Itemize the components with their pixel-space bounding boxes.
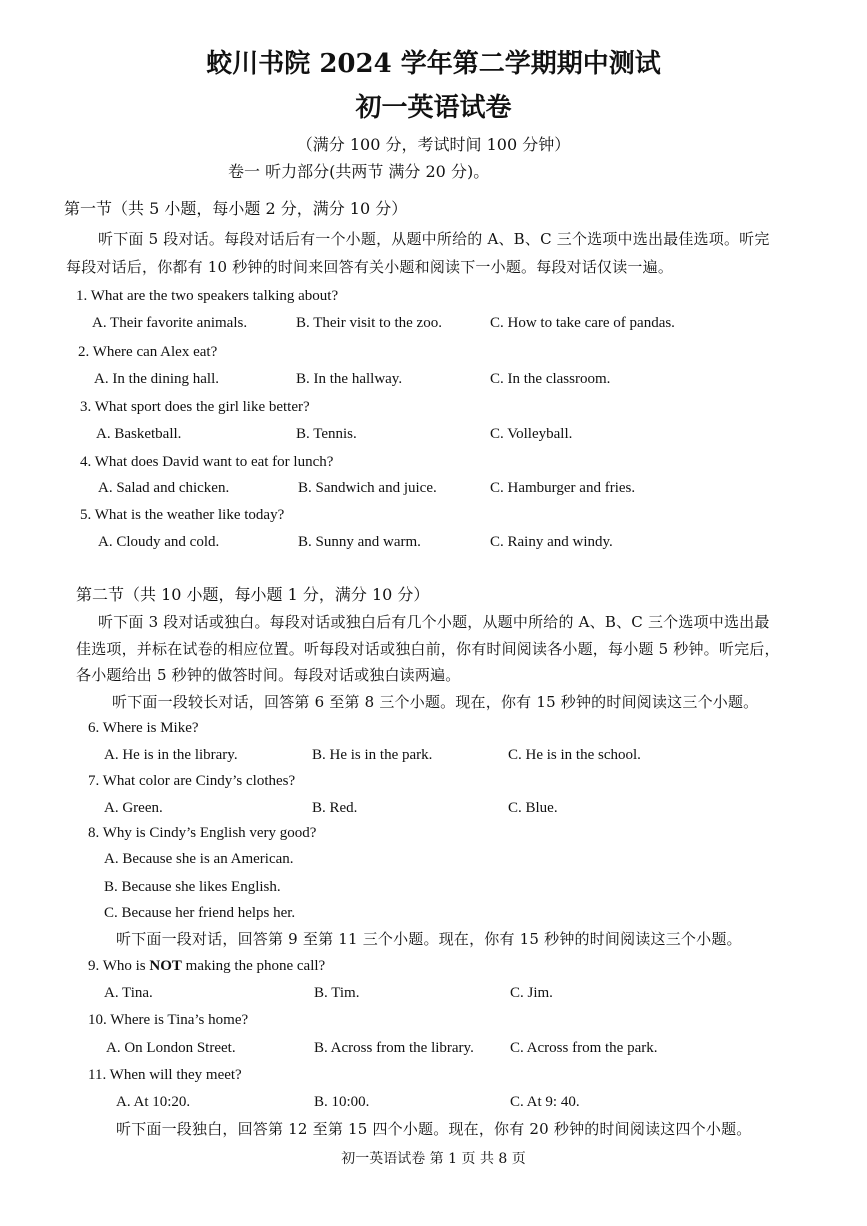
question-2-option-b: B. In the hallway. <box>296 371 403 387</box>
section1-instruction-line2: 每段对话后，你都有 10 秒钟的时间来回答有关小题和阅读下一小题。每段对话仅读一遍。 <box>66 258 674 276</box>
question-10: 10. Where is Tina’s home? <box>88 1012 249 1028</box>
question-9-emphasis: NOT <box>149 958 182 974</box>
question-9-suffix: making the phone call? <box>181 958 326 974</box>
question-3-option-c: C. Volleyball. <box>490 426 573 442</box>
question-5-option-c: C. Rainy and windy. <box>490 534 613 550</box>
exam-title: 蛟川书院 2024 学年第二学期期中测试 <box>206 49 661 79</box>
question-4-option-c: C. Hamburger and fries. <box>490 480 636 496</box>
question-1-option-b: B. Their visit to the zoo. <box>296 315 442 331</box>
question-11-option-c: C. At 9: 40. <box>510 1094 580 1110</box>
question-10-option-c: C. Across from the park. <box>510 1040 658 1056</box>
question-6: 6. Where is Mike? <box>88 720 199 736</box>
question-3: 3. What sport does the girl like better? <box>80 399 310 415</box>
question-7-option-b: B. Red. <box>312 800 358 816</box>
question-1-option-a: A. Their favorite animals. <box>92 315 248 331</box>
question-2: 2. Where can Alex eat? <box>78 344 218 360</box>
question-11: 11. When will they meet? <box>88 1067 242 1083</box>
volume-heading: 卷一 听力部分(共两节 满分 20 分)。 <box>228 162 490 181</box>
question-9-option-c: C. Jim. <box>510 985 553 1001</box>
exam-note: （满分 100 分，考试时间 100 分钟） <box>296 135 571 154</box>
question-9-prefix: 9. Who is <box>88 958 150 974</box>
question-8-option-c: C. Because her friend helps her. <box>104 905 296 921</box>
section1-instruction-line1: 听下面 5 段对话。每段对话后有一个小题，从题中所给的 A、B、C 三个选项中选出最佳选项。听完 <box>98 230 770 248</box>
question-11-option-a: A. At 10:20. <box>116 1094 191 1110</box>
question-9-option-b: B. Tim. <box>314 985 360 1001</box>
question-4-option-b: B. Sandwich and juice. <box>298 480 437 496</box>
question-8-option-b: B. Because she likes English. <box>104 879 281 895</box>
question-5-option-b: B. Sunny and warm. <box>298 534 421 550</box>
section2-instruction-line1: 听下面 3 段对话或独白。每段对话或独白后有几个小题，从题中所给的 A、B、C 三个选项中选出最 <box>98 613 770 631</box>
question-2-option-a: A. In the dining hall. <box>94 371 219 387</box>
question-10-option-b: B. Across from the library. <box>314 1040 474 1056</box>
question-10-option-a: A. On London Street. <box>106 1040 236 1056</box>
question-6-option-c: C. He is in the school. <box>508 747 641 763</box>
question-1-option-c: C. How to take care of pandas. <box>490 315 675 331</box>
page-footer: 初一英语试卷 第 1 页 共 8 页 <box>341 1151 526 1167</box>
question-7-option-c: C. Blue. <box>508 800 558 816</box>
question-8: 8. Why is Cindy’s English very good? <box>88 825 317 841</box>
question-5: 5. What is the weather like today? <box>80 507 285 523</box>
monologue-lead: 听下面一段独白，回答第 12 至第 15 四个小题。现在，你有 20 秒钟的时间阅读这四个小题。 <box>116 1120 752 1138</box>
section2-instruction-line3: 各小题给出 5 秒钟的做答时间。每段对话或独白读两遍。 <box>76 666 461 684</box>
question-11-option-b: B. 10:00. <box>314 1094 370 1110</box>
question-5-option-a: A. Cloudy and cold. <box>98 534 220 550</box>
question-7-option-a: A. Green. <box>104 800 163 816</box>
dialogue-lead-2: 听下面一段对话，回答第 9 至第 11 三个小题。现在，你有 15 秒钟的时间阅读这三个小题。 <box>116 930 742 948</box>
question-3-option-b: B. Tennis. <box>296 426 357 442</box>
section1-heading: 第一节（共 5 小题，每小题 2 分，满分 10 分） <box>64 199 408 218</box>
question-2-option-c: C. In the classroom. <box>490 371 611 387</box>
question-6-option-a: A. He is in the library. <box>104 747 238 763</box>
question-9 <box>88 957 325 975</box>
section2-heading: 第二节（共 10 小题，每小题 1 分，满分 10 分） <box>76 585 430 604</box>
question-4-option-a: A. Salad and chicken. <box>98 480 230 496</box>
question-7: 7. What color are Cindy’s clothes? <box>88 773 296 789</box>
section2-instruction-line2: 佳选项，并标在试卷的相应位置。听每段对话或独白前，你有时间阅读各小题，每小题 5 秒钟。听完后， <box>76 640 780 658</box>
question-4: 4. What does David want to eat for lunch? <box>80 454 334 470</box>
exam-subtitle: 初一英语试卷 <box>355 93 512 123</box>
question-1: 1. What are the two speakers talking about? <box>76 288 339 304</box>
question-8-option-a: A. Because she is an American. <box>104 851 294 867</box>
question-3-option-a: A. Basketball. <box>96 426 182 442</box>
dialogue-lead-1: 听下面一段较长对话，回答第 6 至第 8 三个小题。现在，你有 15 秒钟的时间阅读这三个小题。 <box>112 693 759 711</box>
question-9-option-a: A. Tina. <box>104 985 153 1001</box>
question-6-option-b: B. He is in the park. <box>312 747 433 763</box>
